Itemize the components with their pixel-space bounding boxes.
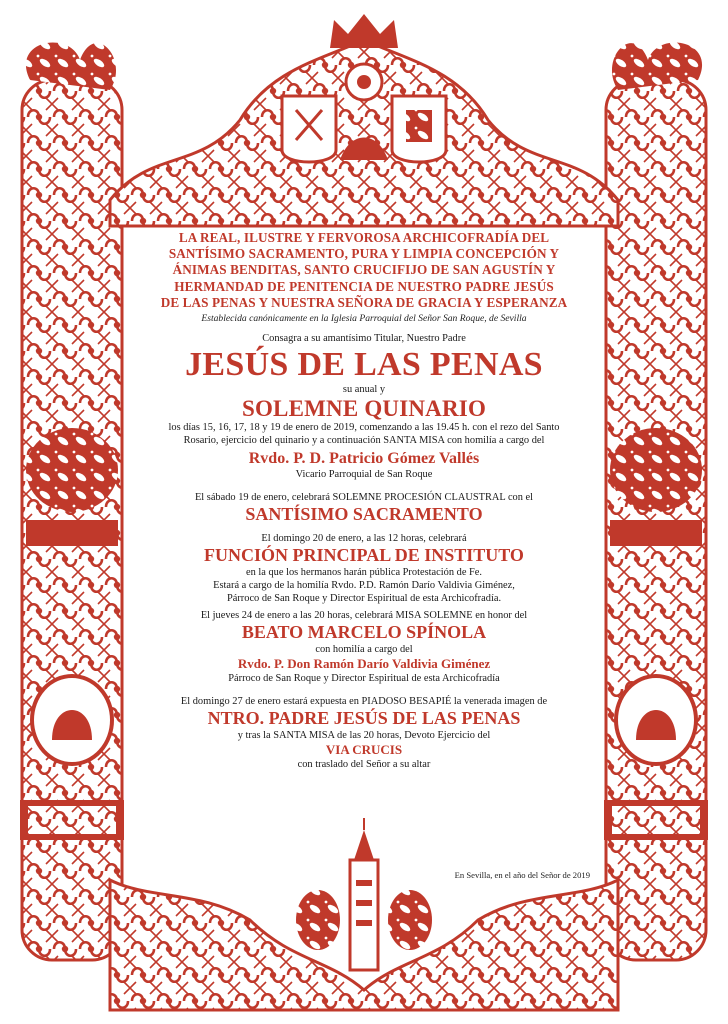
hermandad-line: ÁNIMAS BENDITAS, SANTO CRUCIFIJO DE SAN AGUSTÍN Y: [172, 262, 556, 278]
beato-line-2: con homilía a cargo del: [315, 644, 413, 656]
procesion-line: El sábado 19 de enero, celebrará SOLEMNE PROCESIÓN CLAUSTRAL con el: [194, 492, 534, 504]
besapie-title: NTRO. PADRE JESÚS DE LAS PENAS: [207, 708, 521, 729]
hermandad-line: SANTÍSIMO SACRAMENTO, PURA Y LIMPIA CONCEPCIÓN Y: [168, 246, 560, 262]
funcion-title: FUNCIÓN PRINCIPAL DE INSTITUTO: [204, 545, 524, 566]
poster-text: [132, 230, 596, 771]
sede-canonica: Establecida canónicamente en la Iglesia Parroquial del Señor San Roque, de Sevilla: [201, 313, 527, 325]
top-crest: [110, 14, 618, 226]
besapie-line: El domingo 27 de enero estará expuesta en PIADOSO BESAPIÉ la venerada imagen de: [180, 696, 548, 708]
funcion-line-3: Estará a cargo de la homilía Rvdo. P.D. Ramón Darío Valdivia Giménez,: [213, 580, 515, 592]
via-crucis-title: VIA CRUCIS: [325, 742, 403, 758]
beato-preacher: Rvdo. P. Don Ramón Darío Valdivia Giménez: [237, 656, 491, 672]
funcion-line-4: Párroco de San Roque y Director Espiritual de esta Archicofradía.: [226, 593, 502, 605]
titular-name: JESÚS DE LAS PENAS: [185, 346, 543, 384]
hermandad-line: DE LAS PENAS Y NUESTRA SEÑORA DE GRACIA Y ESPERANZA: [160, 294, 568, 310]
bottom-crest: [110, 818, 618, 1010]
beato-title: BEATO MARCELO SPÍNOLA: [241, 622, 487, 643]
hermandad-line: LA REAL, ILUSTRE Y FERVOROSA ARCHICOFRADÍA DEL: [178, 230, 550, 245]
quinario-line-2: Rosario, ejercicio del quinario y a continuación SANTA MISA con homilía a cargo del: [183, 435, 545, 447]
left-column: [20, 43, 124, 960]
quinario-line-1: los días 15, 16, 17, 18 y 19 de enero de 2019, comenzando a las 19.45 h. con el rezo del Santo: [168, 422, 560, 434]
funcion-line: El domingo 20 de enero, a las 12 horas, celebrará: [261, 533, 467, 545]
cult-title: SOLEMNE QUINARIO: [241, 396, 487, 422]
procesion-title: SANTÍSIMO SACRAMENTO: [245, 504, 483, 525]
titular-intro: Consagra a su amantísimo Titular, Nuestro Padre: [262, 333, 466, 345]
beato-preacher-role: Párroco de San Roque y Director Espiritual de esta Archicofradía: [228, 673, 500, 685]
right-column: [604, 43, 708, 960]
besapie-line-2: y tras la SANTA MISA de las 20 horas, Devoto Ejercicio del: [237, 730, 491, 742]
beato-line: El jueves 24 de enero a las 20 horas, celebrará MISA SOLEMNE en honor del: [200, 610, 528, 622]
funcion-line-2: en la que los hermanos harán pública Protestación de Fe.: [245, 567, 483, 579]
hermandad-line: HERMANDAD DE PENITENCIA DE NUESTRO PADRE JESÚS: [174, 278, 554, 294]
titular-connector: su anual y: [342, 384, 386, 396]
hermandad-name: [132, 230, 596, 311]
quinario-preacher: Rvdo. P. D. Patricio Gómez Vallés: [248, 450, 480, 468]
signature: En Sevilla, en el año del Señor de 2019: [454, 870, 590, 880]
quinario-preacher-role: Vicario Parroquial de San Roque: [295, 469, 433, 481]
besapie-line-3: con traslado del Señor a su altar: [297, 759, 431, 771]
